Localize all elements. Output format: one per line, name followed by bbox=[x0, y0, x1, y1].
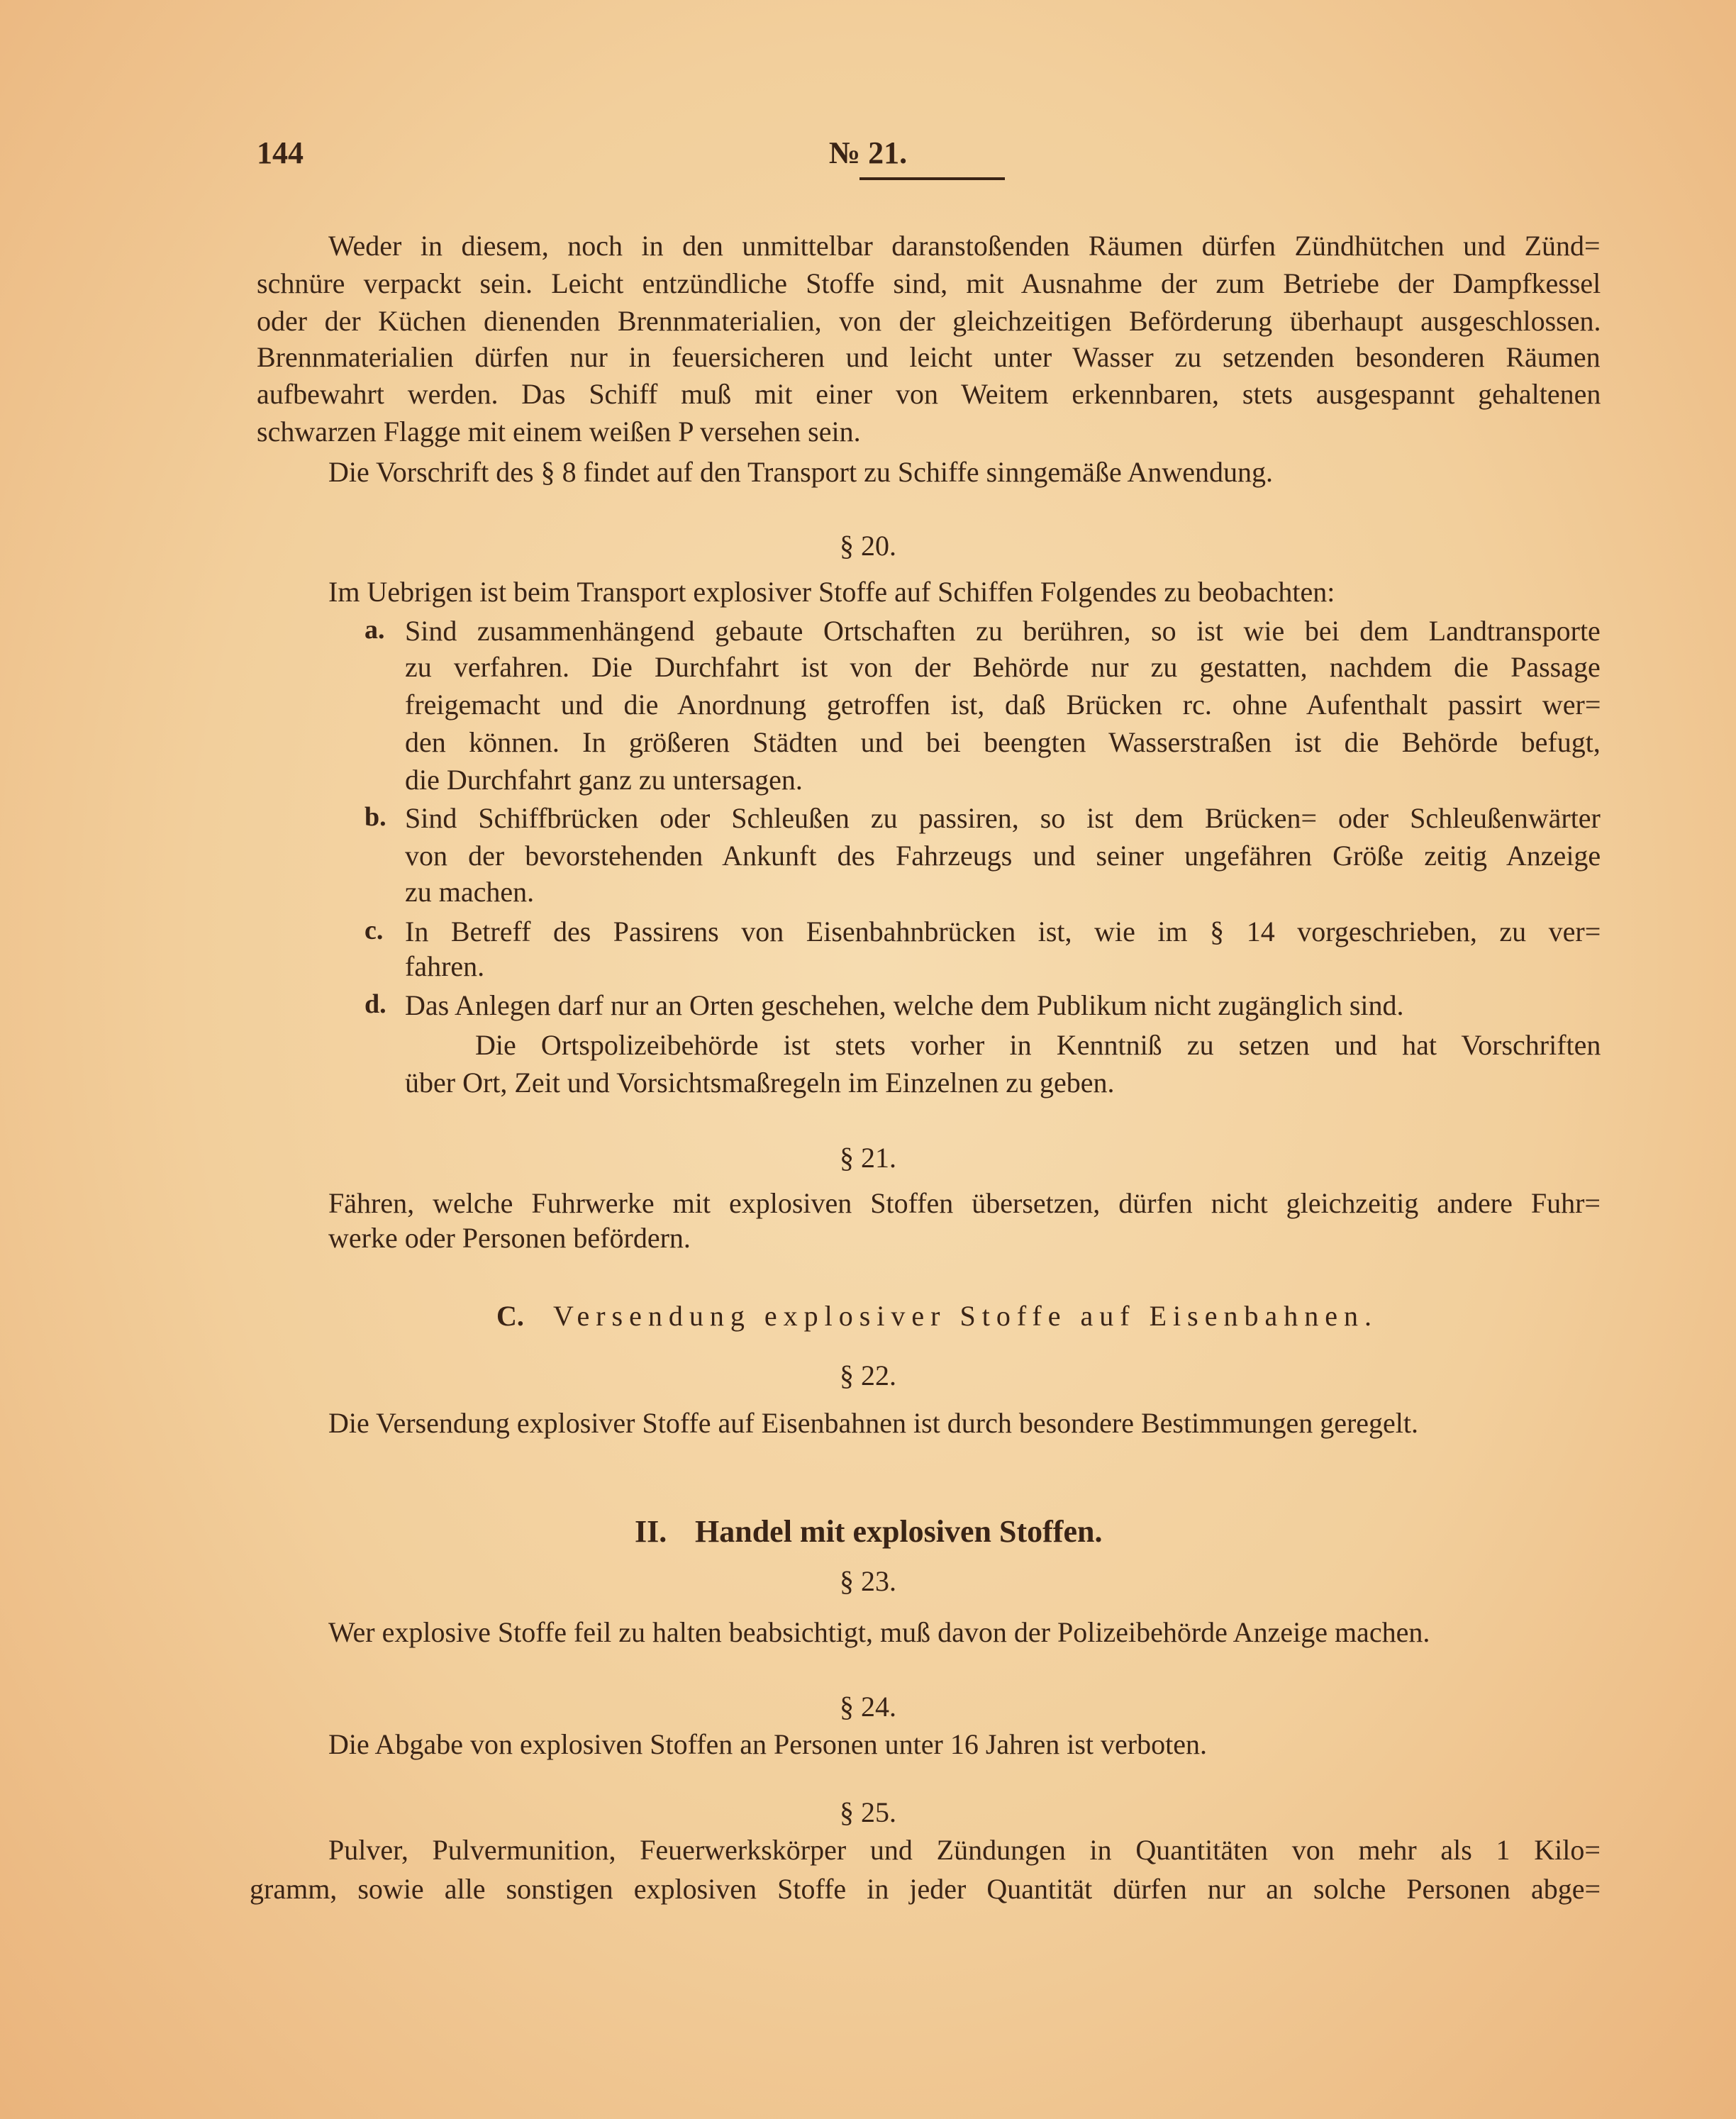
section-heading: § 21. bbox=[840, 1142, 896, 1174]
text-line: zu machen. bbox=[405, 876, 535, 908]
issue-number: № 21. bbox=[828, 135, 908, 170]
text-line: freigemacht und die Anordnung getroffen ist, daß Brücken rc. ohne Aufenthalt passirt wer= bbox=[405, 689, 1601, 721]
section-title: Handel mit explosiven Stoffen. bbox=[695, 1514, 1103, 1549]
text-line: Sind zusammenhängend gebaute Ortschaften zu berühren, so ist wie bei dem Landtransporte bbox=[405, 615, 1601, 647]
section-label: II. bbox=[635, 1514, 667, 1549]
text-line: werke oder Personen befördern. bbox=[328, 1222, 691, 1254]
text-line: Die Ortspolizeibehörde ist stets vorher in Kenntniß zu setzen und hat Vorschriften bbox=[475, 1029, 1601, 1061]
text-line: schwarzen Flagge mit einem weißen P versehen sein. bbox=[257, 416, 861, 447]
page-number: 144 bbox=[257, 135, 304, 170]
text-line: Im Uebrigen ist beim Transport explosiver Stoffe auf Schiffen Folgendes zu beobachten: bbox=[328, 576, 1335, 608]
item-label: a. bbox=[365, 615, 385, 645]
section-heading: § 24. bbox=[840, 1691, 896, 1723]
text-line: Die Abgabe von explosiven Stoffen an Personen unter 16 Jahren ist verboten. bbox=[328, 1728, 1207, 1760]
section-heading: § 23. bbox=[840, 1565, 896, 1597]
text-line: den können. In größeren Städten und bei beengten Wasserstraßen ist die Behörde befugt, bbox=[405, 726, 1601, 758]
text-line: Sind Schiffbrücken oder Schleußen zu passiren, so ist dem Brücken= oder Schleußenwärter bbox=[405, 802, 1601, 834]
section-label: C. bbox=[496, 1300, 524, 1332]
text-line: In Betreff des Passirens von Eisenbahnbrücken ist, wie im § 14 vorgeschrieben, zu ver= bbox=[405, 916, 1601, 947]
item-label: d. bbox=[365, 989, 386, 1019]
text-line: Brennmaterialien dürfen nur in feuersicheren und leicht unter Wasser zu setzenden besonderen Räumen bbox=[257, 341, 1601, 373]
text-line: Die Versendung explosiver Stoffe auf Eisenbahnen ist durch besondere Bestimmungen geregelt. bbox=[328, 1407, 1419, 1439]
text-line: zu verfahren. Die Durchfahrt ist von der Behörde nur zu gestatten, nachdem die Passage bbox=[405, 651, 1601, 683]
item-label: c. bbox=[365, 916, 384, 945]
section-heading: § 22. bbox=[840, 1359, 896, 1391]
text-line: die Durchfahrt ganz zu untersagen. bbox=[405, 764, 803, 796]
text-line: schnüre verpackt sein. Leicht entzündliche Stoffe sind, mit Ausnahme der zum Betriebe der Dampfkessel bbox=[257, 267, 1601, 299]
header-rule bbox=[859, 177, 1005, 180]
section-heading: § 25. bbox=[840, 1796, 896, 1828]
text-line: Wer explosive Stoffe feil zu halten beabsichtigt, muß davon der Polizeibehörde Anzeige machen. bbox=[328, 1616, 1430, 1648]
item-label: b. bbox=[365, 802, 386, 832]
text-line: Weder in diesem, noch in den unmittelbar daranstoßenden Räumen dürfen Zündhütchen und Zünd= bbox=[328, 230, 1601, 262]
text-line: Fähren, welche Fuhrwerke mit explosiven Stoffen übersetzen, dürfen nicht gleichzeitig andere Fuhr= bbox=[328, 1187, 1601, 1219]
text-line: gramm, sowie alle sonstigen explosiven Stoffe in jeder Quantität dürfen nur an solche Personen abge= bbox=[250, 1873, 1601, 1905]
text-line: Pulver, Pulvermunition, Feuerwerkskörper und Zündungen in Quantitäten von mehr als 1 Kilo= bbox=[328, 1834, 1601, 1866]
text-line: von der bevorstehenden Ankunft des Fahrzeugs und seiner ungefähren Größe zeitig Anzeige bbox=[405, 840, 1601, 872]
text-line: Das Anlegen darf nur an Orten geschehen, welche dem Publikum nicht zugänglich sind. bbox=[405, 989, 1404, 1021]
text-line: oder der Küchen dienenden Brennmaterialien, von der gleichzeitigen Beförderung überhaupt ausgeschlossen. bbox=[257, 305, 1601, 337]
section-title: Versendung explosiver Stoffe auf Eisenbahnen. bbox=[553, 1300, 1378, 1332]
text-line: fahren. bbox=[405, 950, 485, 982]
text-line: über Ort, Zeit und Vorsichtsmaßregeln im Einzelnen zu geben. bbox=[405, 1067, 1115, 1099]
section-heading: § 20. bbox=[840, 530, 896, 562]
text-line: aufbewahrt werden. Das Schiff muß mit einer von Weitem erkennbaren, stets ausgespannt gehaltenen bbox=[257, 378, 1601, 410]
text-line: Die Vorschrift des § 8 findet auf den Transport zu Schiffe sinngemäße Anwendung. bbox=[328, 456, 1274, 488]
